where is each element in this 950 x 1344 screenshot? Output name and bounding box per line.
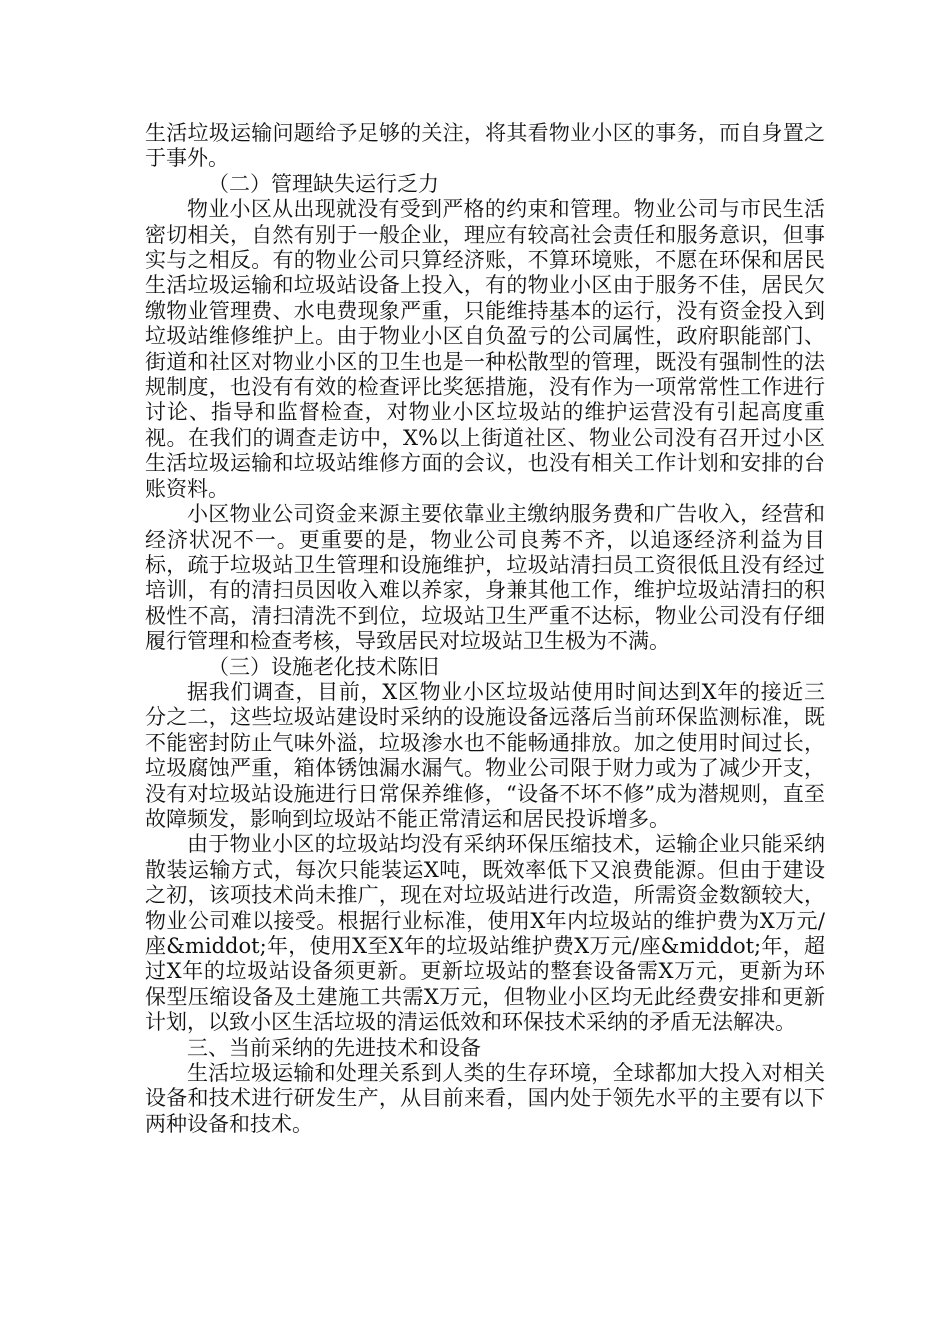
paragraph-facilities-1: 据我们调查，目前，X区物业小区垃圾站使用时间达到X年的接近三分之二，这些垃圾站建设时采纳的设施设备远落后当前环保监测标准，既不能密封防止气味外溢，垃圾渗水也不能畅通排放。加之使用时间过长，垃圾腐蚀严重，箱体锈蚀漏水漏气。物业公司限于财力或为了减少开支，没有对垃圾站设施进行日常保养维修，“设备不坏不修”成为潜规则，直至故障频发，影响到垃圾站不能正常清运和居民投诉增多。 <box>145 679 825 831</box>
paragraph-facilities-2: 由于物业小区的垃圾站均没有采纳环保压缩技术，运输企业只能采纳散装运输方式，每次只能装运X吨，既效率低下又浪费能源。但由于建设之初，该项技术尚未推广，现在对垃圾站进行改造，所需资金数额较大，物业公司难以接受。根据行业标准，使用X年内垃圾站的维护费为X万元/座&middot;年，使用X至X年的垃圾站维护费X万元/座&middot;年，超过X年的垃圾站设备须更新。更新垃圾站的整套设备需X万元，更新为环保型压缩设备及土建施工共需X万元，但物业小区均无此经费安排和更新计划，以致小区生活垃圾的清运低效和环保技术采纳的矛盾无法解决。 <box>145 832 825 1035</box>
document-page <box>145 121 825 1137</box>
paragraph-technology-1: 生活垃圾运输和处理关系到人类的生存环境，全球都加大投入对相关设备和技术进行研发生产，从目前来看，国内处于领先水平的主要有以下两种设备和技术。 <box>145 1061 825 1136</box>
paragraph-management-1: 物业小区从出现就没有受到严格的约束和管理。物业公司与市民生活密切相关，自然有别于一般企业，理应有较高社会责任和服务意识，但事实与之相反。有的物业公司只算经济账，不算环境账，不愿在环保和居民生活垃圾运输和垃圾站设备上投入，有的物业小区由于服务不佳，居民欠缴物业管理费、水电费现象严重，只能维持基本的运行，没有资金投入到垃圾站维修维护上。由于物业小区自负盈亏的公司属性，政府职能部门、街道和社区对物业小区的卫生也是一种松散型的管理，既没有强制性的法规制度，也没有有效的检查评比奖惩措施，没有作为一项常常性工作进行讨论、指导和监督检查，对物业小区垃圾站的维护运营没有引起高度重视。在我们的调查走访中，X%以上街道社区、物业公司没有召开过小区生活垃圾运输和垃圾站维修方面的会议，也没有相关工作计划和安排的台账资料。 <box>145 197 825 501</box>
paragraph-continuation: 生活垃圾运输问题给予足够的关注，将其看物业小区的事务，而自身置之于事外。 <box>145 121 825 171</box>
subheading-facilities: （三）设施老化技术陈旧 <box>208 654 439 679</box>
section-heading-technology: 三、当前采纳的先进技术和设备 <box>187 1035 481 1060</box>
subheading-management: （二）管理缺失运行乏力 <box>208 171 439 196</box>
paragraph-management-2: 小区物业公司资金来源主要依靠业主缴纳服务费和广告收入，经营和经济状况不一。更重要的是，物业公司良莠不齐，以追逐经济利益为目标，疏于垃圾站卫生管理和设施维护，垃圾站清扫员工资很低且没有经过培训，有的清扫员因收入难以养家，身兼其他工作，维护垃圾站清扫的积极性不高，清扫清洗不到位，垃圾站卫生严重不达标，物业公司没有仔细履行管理和检查考核，导致居民对垃圾站卫生极为不满。 <box>145 502 825 654</box>
